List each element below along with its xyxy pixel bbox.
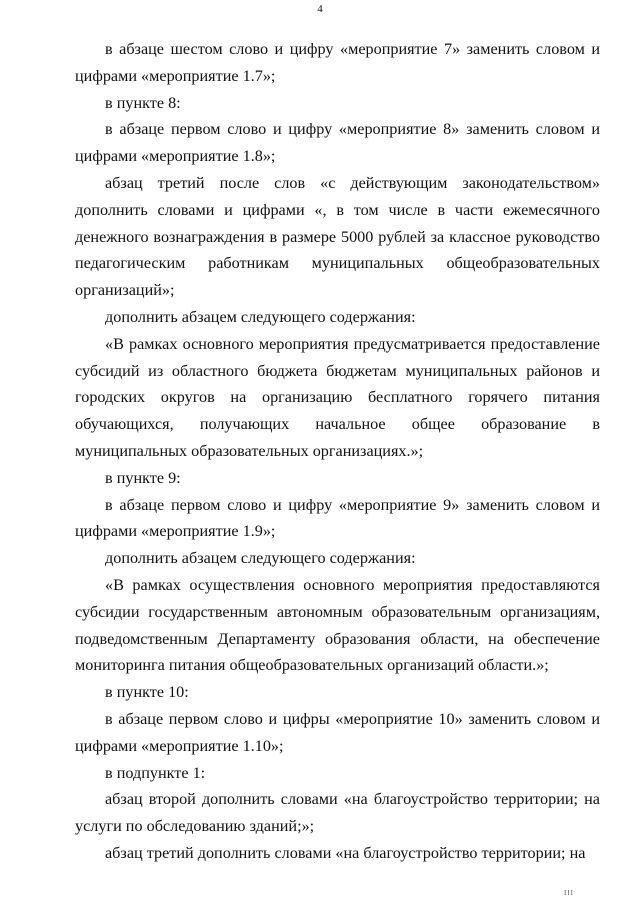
paragraph: дополнить абзацем следующего содержания: [105, 549, 416, 568]
paragraph: в абзаце первом слово и цифры «мероприятие 10» заменить словом и цифрами «мероприятие 1.10»; [75, 709, 600, 755]
paragraph: «В рамках основного мероприятия предусматривается предоставление субсидий из областного бюджета бюджетам муниципальных районов и городских округов на организацию бесплатного горячего питания обучающихся, получающих начальное общее образование в муниципальных образовательных организациях.»; [75, 334, 600, 460]
page-number: 4 [317, 3, 323, 15]
paragraph: в подпункте 1: [105, 763, 206, 782]
paragraph: в абзаце первом слово и цифру «мероприятие 9» заменить словом и цифрами «мероприятие 1.9»; [75, 495, 600, 541]
paragraph: абзац третий дополнить словами «на благоустройство территории; на [105, 843, 586, 862]
paragraph: абзац второй дополнить словами «на благоустройство территории; на услуги по обследованию зданий;»; [75, 790, 600, 836]
paragraph: «В рамках осуществления основного мероприятия предоставляются субсидии государственным автономным образовательным организациям, подведомственным Департаменту образования области, на обеспечение мониторинга питания общеобразовательных организаций области.»; [75, 575, 600, 675]
paragraph: в пункте 9: [105, 468, 181, 487]
footer-mark: III [564, 889, 574, 897]
paragraph: абзац третий после слов «с действующим законодательством» дополнить словами и цифрами «, в том числе в части ежемесячного денежного вознаграждения в размере 5000 рублей за классное руководство педагогическим работникам муниципальных общеобразовательных организаций»; [75, 173, 600, 300]
paragraph: в абзаце шестом слово и цифру «мероприятие 7» заменить словом и цифрами «мероприятие 1.7»; [75, 40, 600, 85]
paragraph: в абзаце первом слово и цифру «мероприятие 8» заменить словом и цифрами «мероприятие 1.8»; [75, 120, 600, 166]
paragraph: дополнить абзацем следующего содержания: [105, 307, 416, 326]
paragraph: в пункте 8: [105, 93, 181, 112]
document-body [75, 36, 600, 867]
paragraph: в пункте 10: [105, 683, 189, 702]
